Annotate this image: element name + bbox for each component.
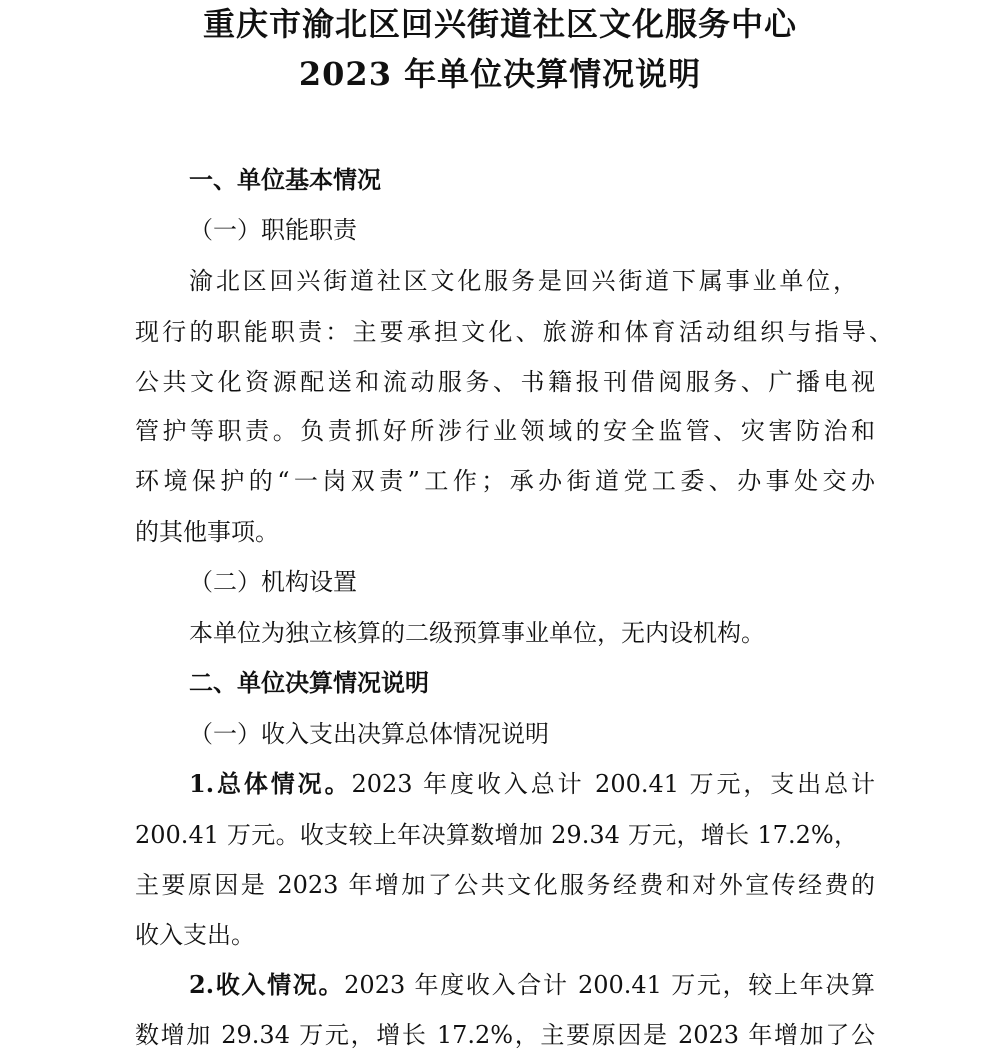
- para1-line: 管护等职责。负责抓好所涉行业领域的安全监管、灾害防治和: [135, 417, 875, 445]
- item2-line: 数增加 29.34 万元，增长 17.2%，主要原因是 2023 年增加了公: [135, 1021, 875, 1049]
- para2: 本单位为独立核算的二级预算事业单位，无内设机构。: [189, 619, 765, 647]
- item2-line1: [189, 968, 875, 1002]
- section2-heading: 二、单位决算情况说明: [189, 668, 429, 697]
- sub1-heading: （一）职能职责: [189, 216, 357, 244]
- section1-heading: 一、单位基本情况: [189, 165, 381, 194]
- item2-line1-text: 2023 年度收入合计 200.41 万元，较上年决算: [344, 971, 875, 999]
- item1-label: 1.总体情况。: [189, 769, 352, 798]
- item2-label: 2.收入情况。: [189, 970, 345, 999]
- item1-line: 主要原因是 2023 年增加了公共文化服务经费和对外宣传经费的: [135, 871, 875, 899]
- sub3-heading: （一）收入支出决算总体情况说明: [189, 720, 549, 748]
- item1-line: 收入支出。: [135, 921, 255, 949]
- para1-line: 环境保护的“一岗双责”工作；承办街道党工委、办事处交办: [135, 467, 875, 495]
- para1-line: 现行的职能职责：主要承担文化、旅游和体育活动组织与指导、: [135, 318, 893, 346]
- item1-line: 200.41 万元。收支较上年决算数增加 29.34 万元，增长 17.2%，: [135, 821, 858, 849]
- para1-line: 的其他事项。: [135, 518, 279, 546]
- para1-line: 公共文化资源配送和流动服务、书籍报刊借阅服务、广播电视: [135, 368, 875, 396]
- doc-title-line2: 2023 年单位决算情况说明: [298, 55, 702, 93]
- doc-title-line1: 重庆市渝北区回兴街道社区文化服务中心: [202, 5, 797, 43]
- sub2-heading: （二）机构设置: [189, 568, 357, 596]
- item1-line1-text: 2023 年度收入总计 200.41 万元，支出总计: [351, 770, 875, 798]
- para1-line: 渝北区回兴街道社区文化服务是回兴街道下属事业单位，: [189, 267, 857, 295]
- item1-line1: [189, 767, 875, 801]
